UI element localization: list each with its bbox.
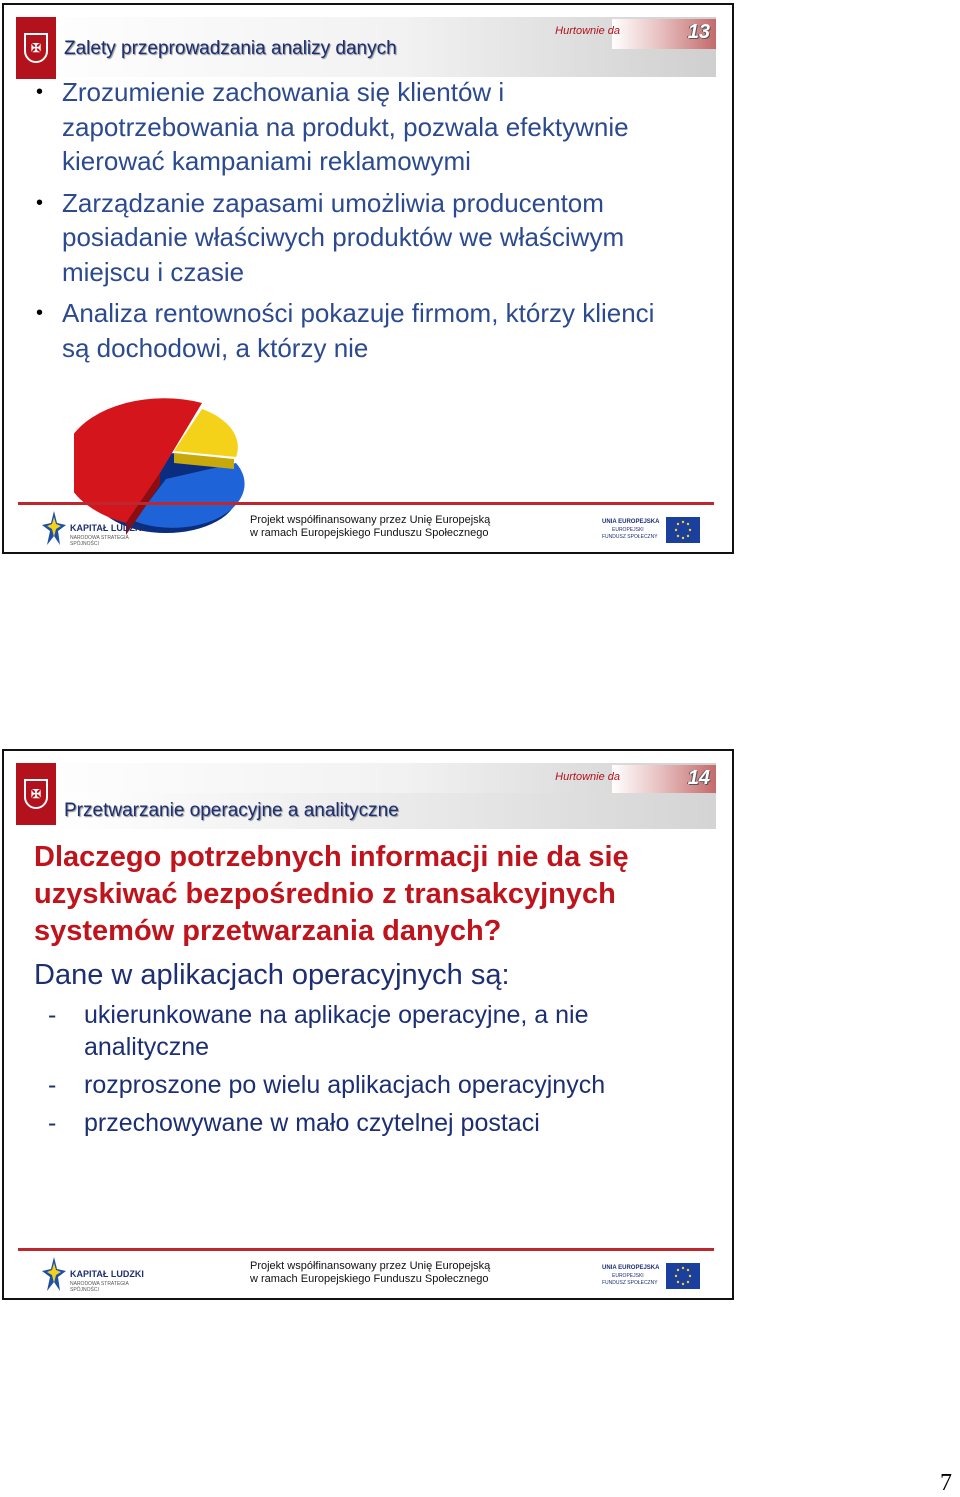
list-item: - rozproszone po wielu aplikacjach operacyjnych [48, 1071, 606, 1099]
shield-icon: ✠ [24, 33, 48, 63]
list-item: - ukierunkowane na aplikacje operacyjne, a nie analityczne [48, 1001, 589, 1061]
slide-title: Przetwarzanie operacyjne a analityczne [64, 800, 399, 821]
shield-icon: ✠ [24, 779, 48, 809]
course-label: Hurtownie da [555, 25, 620, 37]
eu-flag-icon [666, 517, 700, 543]
eu-logo: UNIA EUROPEJSKA EUROPEJSKI FUNDUSZ SPOŁECZNY [602, 517, 700, 547]
page-number: 7 [940, 1470, 952, 1496]
eu-logo: UNIA EUROPEJSKA EUROPEJSKI FUNDUSZ SPOŁECZNY [602, 1263, 700, 1293]
slide-13 [2, 3, 734, 554]
dash-list [34, 999, 674, 1145]
bullet-list [28, 75, 718, 372]
bullet-item: • Zrozumienie zachowania się klientów i zapotrzebowania na produkt, pozwala efektywnie kierować kampaniami reklamowymi [36, 77, 629, 176]
kapital-ludzki-logo: KAPITAŁ LUDZKI NARODOWA STRATEGIA SPÓJNOŚCI [42, 511, 152, 551]
university-logo [16, 763, 56, 825]
eu-flag-icon [666, 1263, 700, 1289]
course-label: Hurtownie da [555, 771, 620, 783]
question-heading: Dlaczego potrzebnych informacji nie da się uzyskiwać bezpośrednio z transakcyjnych systemów przetwarzania danych? [34, 841, 629, 947]
university-logo [16, 17, 56, 79]
list-item: - przechowywane w mało czytelnej postaci [48, 1109, 540, 1137]
slide-number: 13 [687, 21, 710, 43]
bullet-item: • Zarządzanie zapasami umożliwia producentom posiadanie właściwych produktów we właściwym miejscu i czasie [36, 187, 625, 287]
slide-14 [2, 749, 734, 1300]
footer-rule [18, 502, 714, 505]
footer-text: Projekt współfinansowany przez Unię Europejską w ramach Europejskiego Funduszu Społecznego [250, 514, 491, 539]
bullet-icon: • [36, 191, 44, 214]
lead-text: Dane w aplikacjach operacyjnych są: [34, 959, 510, 991]
footer-text: Projekt współfinansowany przez Unię Europejską w ramach Europejskiego Funduszu Społecznego [250, 1260, 491, 1285]
bullet-icon: • [36, 81, 44, 103]
slide-number: 14 [687, 767, 710, 789]
bullet-item: • Analiza rentowności pokazuje firmom, którzy klienci są dochodowi, a którzy nie [36, 298, 655, 363]
kapital-ludzki-logo: KAPITAŁ LUDZKI NARODOWA STRATEGIA SPÓJNOŚCI [42, 1257, 152, 1297]
footer-rule [18, 1248, 714, 1251]
bullet-icon: • [36, 302, 44, 324]
star-icon [42, 511, 66, 547]
star-icon [42, 1257, 66, 1293]
slide-title: Zalety przeprowadzania analizy danych [64, 38, 397, 59]
